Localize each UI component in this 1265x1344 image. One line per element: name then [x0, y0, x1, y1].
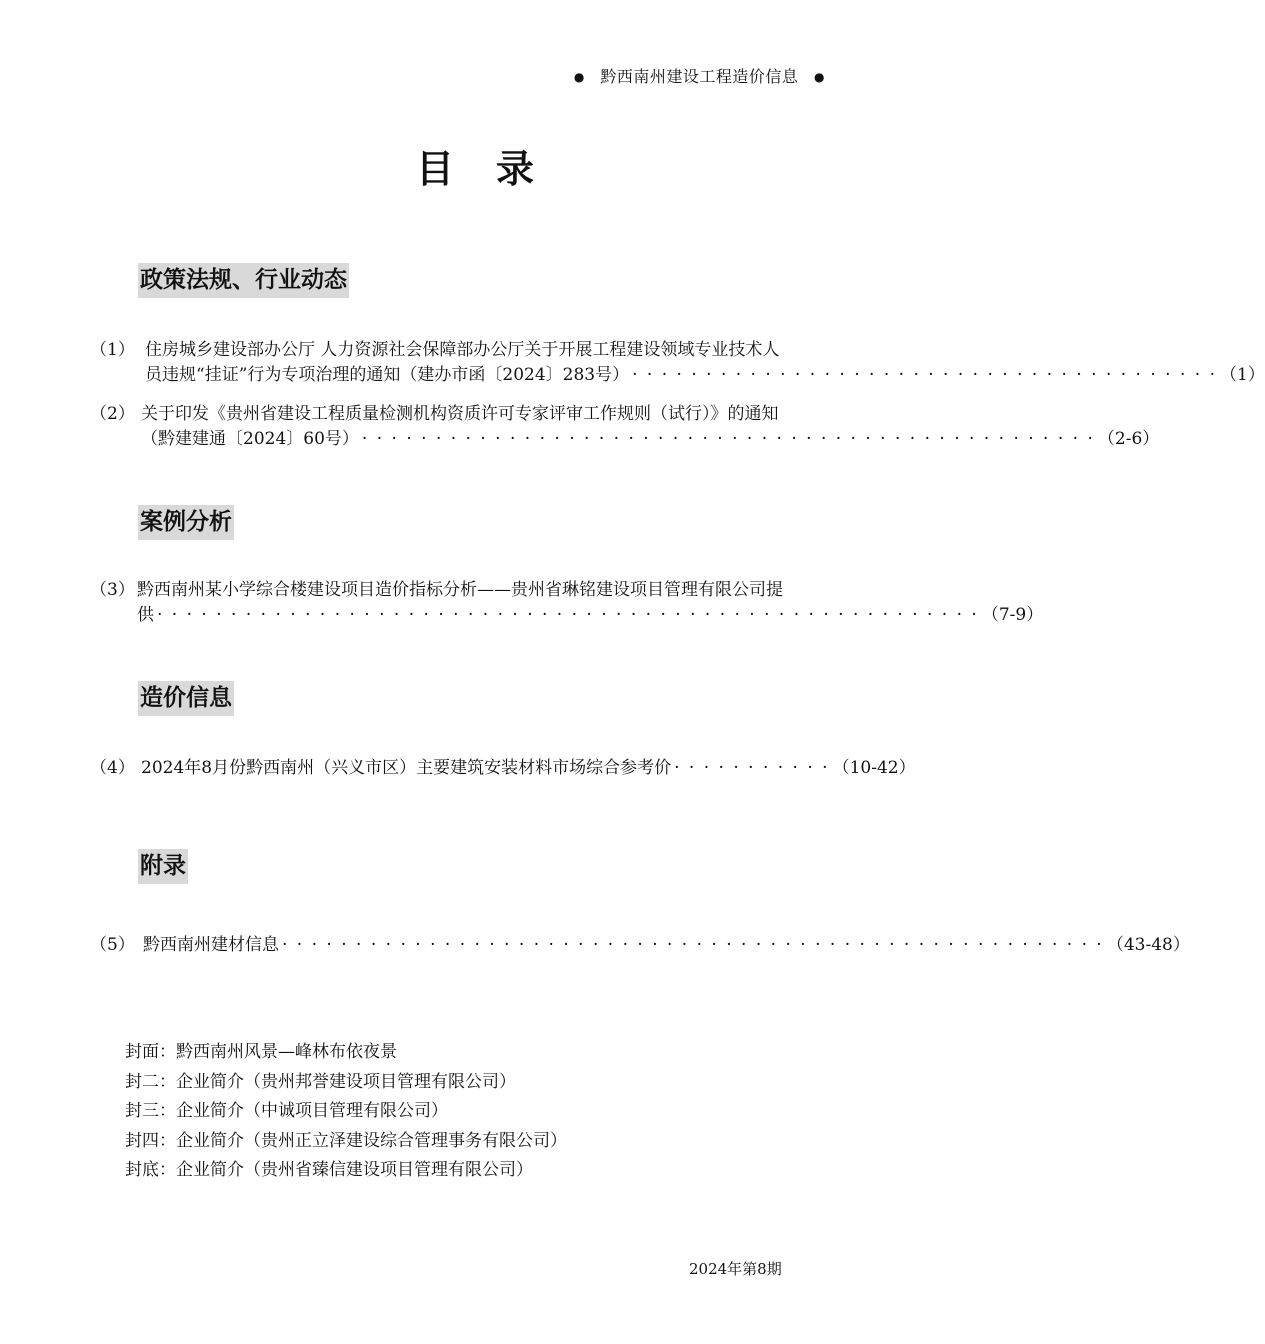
entry-title-line2: 员违规“挂证”行为专项治理的通知（建办市函〔2024〕283号）: [145, 365, 630, 385]
dot-leader: · · · · · · · · · · · · · · · · · · · · · · · · · · · · · · · · · · · · · · · · · · · · · · · · · · · · · · · ·: [282, 935, 1104, 955]
entry-number: （4）: [90, 758, 135, 778]
dot-leader: · · · · · · · · · · · · · · · · · · · · · · · · · · · · · · · · · · · · · · · · · · · · · · · · · ·: [361, 429, 1095, 449]
dot-leader: · · · · · · · · · · ·: [674, 758, 830, 778]
entry-title-line1: 住房城乡建设部办公厅 人力资源社会保障部办公厅关于开展工程建设领域专业技术人: [145, 340, 780, 360]
toc-entry-2[interactable]: [90, 402, 1160, 452]
bullet-left: ●: [573, 70, 585, 84]
entry-title-line1: 黔西南州建材信息: [143, 935, 279, 955]
entry-title-line1: 2024年8月份黔西南州（兴义市区）主要建筑安装材料市场综合参考价: [141, 758, 672, 778]
cover-note-4: 封四：企业简介（贵州正立泽建设综合管理事务有限公司）: [125, 1130, 567, 1151]
header-text: 黔西南州建设工程造价信息: [600, 67, 799, 86]
running-header: [574, 64, 825, 87]
entry-title-line2: （黔建建通〔2024〕60号）: [141, 429, 359, 449]
entry-title-line2: 供: [137, 605, 154, 625]
cover-notes: [125, 1038, 567, 1186]
entry-title-line1: 黔西南州某小学综合楼建设项目造价指标分析——贵州省琳铭建设项目管理有限公司提: [137, 580, 783, 600]
entry-page: （1）: [1220, 365, 1265, 385]
cover-note-front: 封面：黔西南州风景—峰林布依夜景: [125, 1042, 397, 1062]
toc-entry-1[interactable]: [90, 338, 1265, 388]
dot-leader: · · · · · · · · · · · · · · · · · · · · · · · · · · · · · · · · · · · · · · · ·: [632, 365, 1217, 385]
section-heading-price: 造价信息: [138, 681, 234, 716]
entry-number: （5）: [90, 935, 135, 955]
cover-note-2: 封二：企业简介（贵州邦誉建设项目管理有限公司）: [125, 1071, 516, 1092]
toc-entry-5[interactable]: [90, 933, 1190, 958]
cover-note-back: 封底：企业简介（贵州省臻信建设项目管理有限公司）: [125, 1160, 533, 1180]
entry-number: （2）: [90, 404, 135, 424]
toc-entry-3[interactable]: [90, 578, 1044, 628]
entry-page: （7-9）: [981, 605, 1044, 625]
page-title: 目录: [415, 147, 576, 191]
dot-leader: · · · · · · · · · · · · · · · · · · · · · · · · · · · · · · · · · · · · · · · · · · · · · · · · · · · · · · · ·: [157, 605, 979, 625]
bullet-right: ●: [814, 70, 825, 84]
entry-page: （10-42）: [832, 758, 916, 778]
entry-number: （3）: [90, 580, 135, 600]
cover-note-3: 封三：企业简介（中诚项目管理有限公司）: [125, 1101, 448, 1121]
entry-page: （43-48）: [1106, 935, 1190, 955]
toc-entry-4[interactable]: [90, 756, 916, 781]
issue-footer: 2024年第8期: [689, 1260, 782, 1278]
entry-number: （1）: [90, 340, 135, 360]
entry-title-line1: 关于印发《贵州省建设工程质量检测机构资质许可专家评审工作规则（试行）》的通知: [141, 404, 779, 424]
entry-page: （2-6）: [1097, 429, 1160, 449]
section-heading-appendix: 附录: [138, 849, 188, 884]
section-heading-case: 案例分析: [138, 505, 234, 540]
section-heading-policy: 政策法规、行业动态: [138, 263, 349, 298]
